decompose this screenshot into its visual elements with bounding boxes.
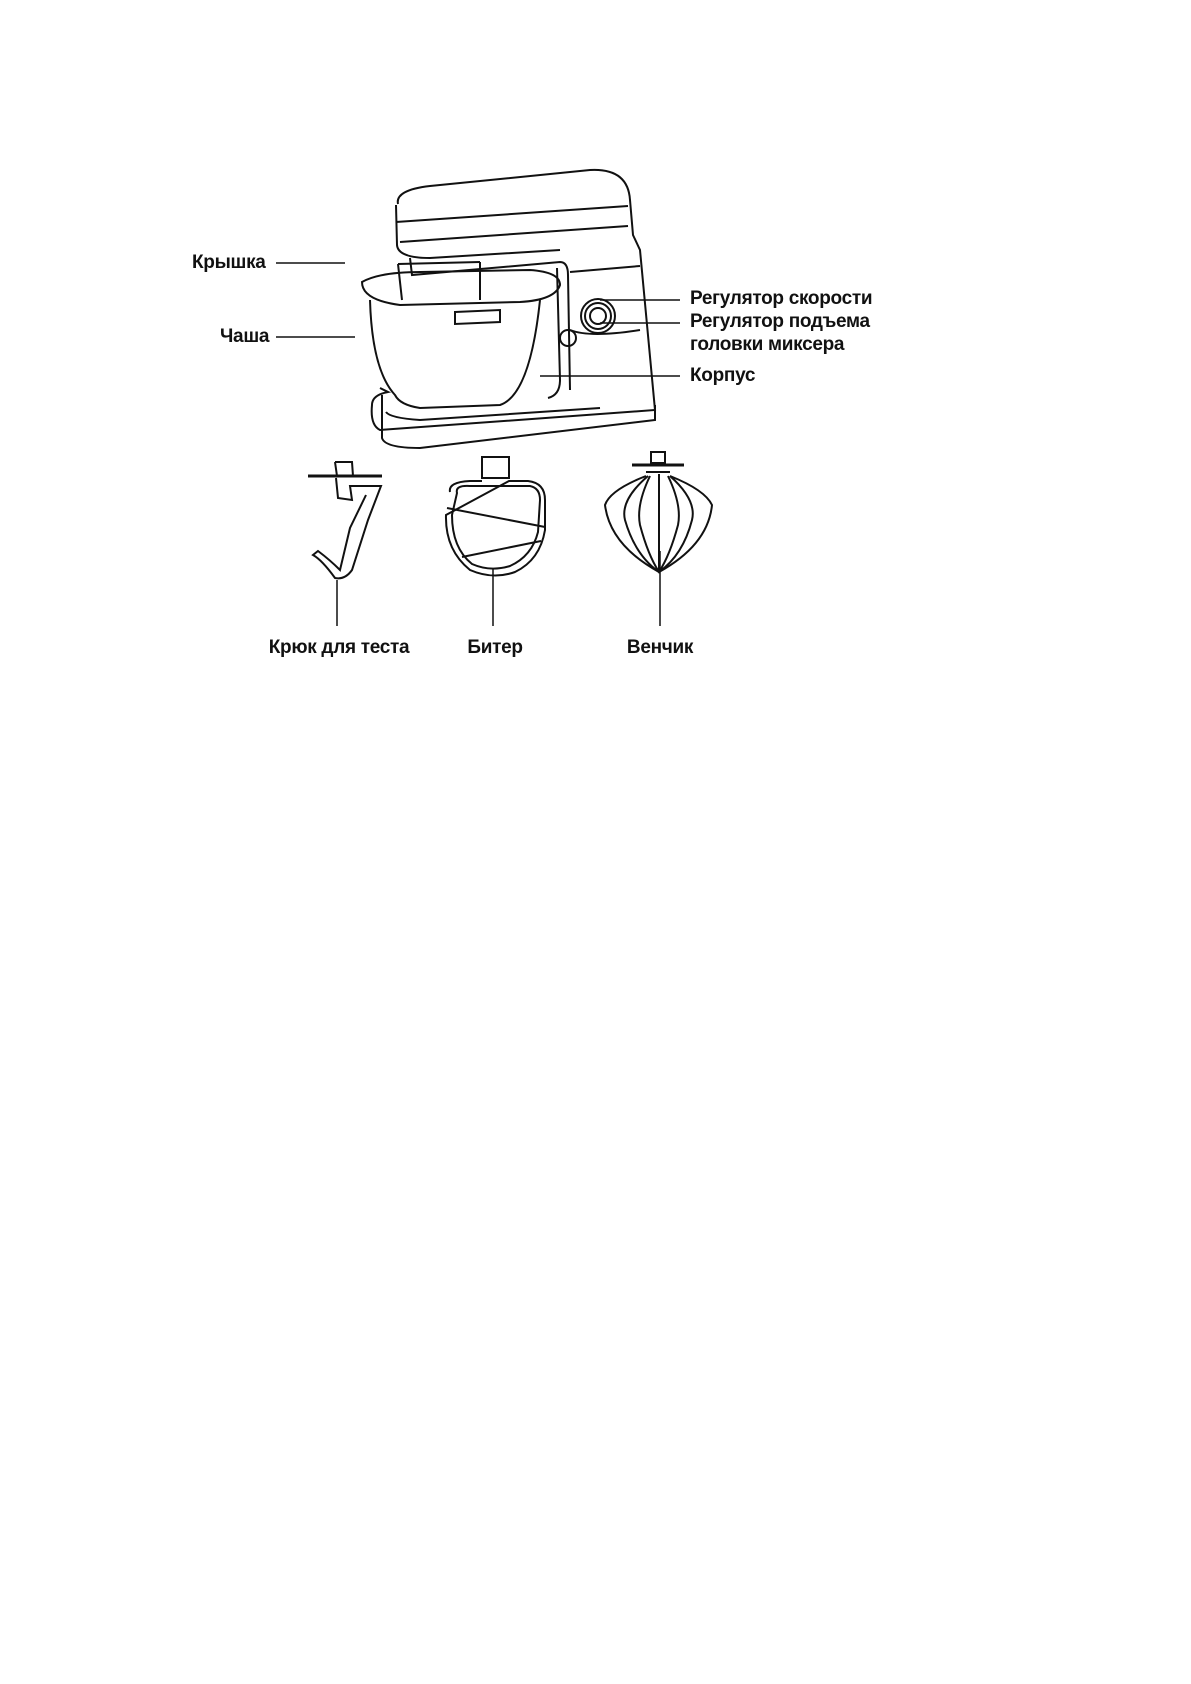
label-beater: Битер [467,637,523,658]
label-head-lift-control-line2: головки миксера [690,334,845,355]
beater-illustration [446,457,545,576]
label-dough-hook: Крюк для теста [268,637,410,658]
speed-knob [581,299,615,333]
label-lid: Крышка [192,252,266,273]
label-bowl: Чаша [220,326,270,347]
mixer-illustration [362,170,655,448]
whisk-illustration [605,452,712,572]
label-head-lift-control: Регулятор подъема [690,311,870,332]
lid-outline [362,270,560,305]
label-speed-control: Регулятор скорости [690,288,873,309]
label-body: Корпус [690,365,756,386]
leader-lines [276,263,680,626]
dough-hook-illustration [308,462,382,578]
label-whisk: Венчик [626,637,694,658]
